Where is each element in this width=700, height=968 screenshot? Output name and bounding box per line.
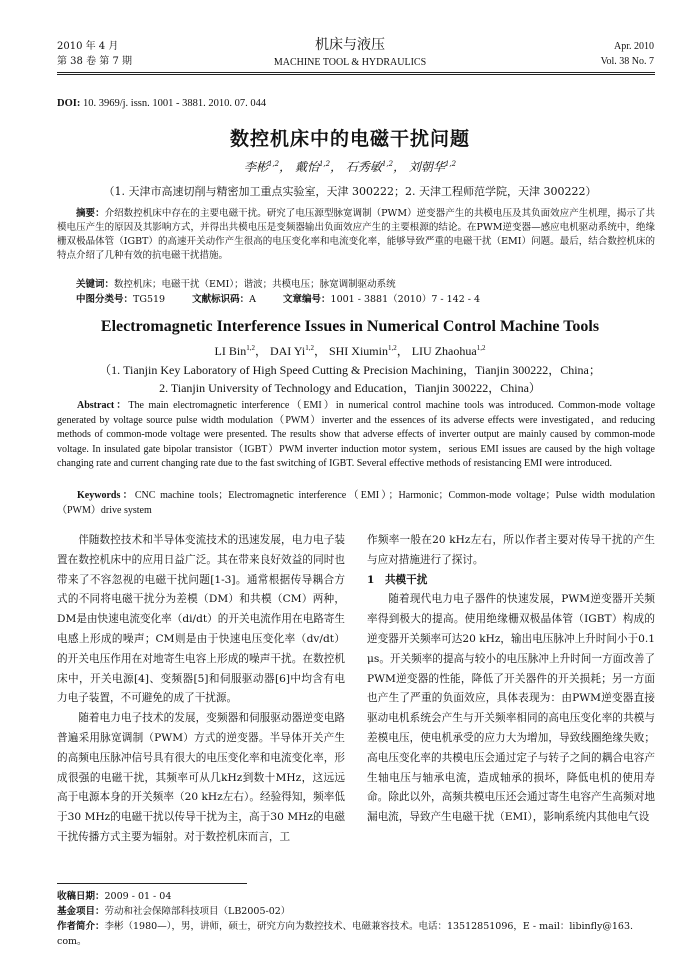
fund-value: 劳动和社会保障部科技项目（LB2005-02） bbox=[104, 906, 291, 917]
fund-line bbox=[57, 904, 655, 919]
abstract-label-cn: 摘要： bbox=[76, 208, 105, 219]
journal-name-en: MACHINE TOOL & HYDRAULICS bbox=[273, 57, 427, 68]
abstract-en bbox=[57, 399, 655, 472]
body-paragraph: 随着电力电子技术的发展，变频器和伺服驱动器逆变电路普遍采用脉宽调制（PWM）方式的逆变器。半导体开关产生的高频电压脉冲信号具有很大的电压变化率和电流变化率，形成很强的电磁干扰，其频率可从几kHz到数十MHz，这远远高于电源本身的开关频率（20 kHz左右）。经验得知，频率低于30 MHz的电磁干扰以传导干扰为主，高于30 MHz的电磁干扰传播方式主要为辐射。对于数控机床而言，工 bbox=[57, 712, 345, 843]
body-left-column bbox=[57, 531, 345, 848]
abstract-cn bbox=[57, 207, 655, 263]
doi-value: 10. 3969/j. issn. 1001 - 3881. 2010. 07. 044 bbox=[80, 98, 267, 109]
abstract-text-cn: 介绍数控机床中存在的主要电磁干扰。研究了电压源型脉宽调制（PWM）逆变器产生的共模电压及其负面效应产生机理，揭示了共模电压产生的原因及其影响方式，并得出共模电压是变频器输出负面效应产生的主要根源的结论。在PWM逆变器—感应电机驱动系统中，绝缘栅双极晶体管（IGBT）的高速开关动作产生很高的电压变化率和电流变化率，能够导致严重的电磁干扰（EMI）问题。最后，结合数控机床的特点介绍了几种有效的抗电磁干扰措施。 bbox=[57, 208, 655, 261]
articleno-label: 文章编号： bbox=[283, 294, 331, 305]
classification-line bbox=[57, 293, 655, 307]
volume-issue-en: Vol. 38 No. 7 bbox=[600, 56, 654, 67]
keywords-label-en: Keywords： bbox=[77, 490, 135, 501]
affiliation-en-1: （1. Tianjin Key Laboratory of High Speed Cutting & Precision Machining，Tianjin 300222，China； bbox=[99, 363, 601, 377]
header-rule-2 bbox=[57, 74, 655, 75]
author-bio bbox=[57, 919, 655, 949]
doccode-label: 文献标识码： bbox=[192, 294, 250, 305]
keywords-text-en: CNC machine tools；Electromagnetic interference（EMI）；Harmonic；Common-mode voltage；Pulse width modulation（PWM）drive system bbox=[57, 490, 655, 516]
abstract-text-en: The main electromagnetic interference（EMI）in numerical control machine tools was introduced. Common-mode voltage generated by voltage source pulse width modulation（PWM）inverter and the essences of its adverse effects were investigated，and reducing methods of common-mode voltage were presented. The results show that adverse effects of inverter output are mainly caused by common-mode voltage. In insulated gate bipolar transistor（IGBT）PWM inverter induction motor system，serious EMI issues are caused by the high voltage changing rate and current changing rate due to the fast switching of IGBT. Several effective methods of resistancing EMI were introduced. bbox=[57, 400, 656, 469]
footnote-rule bbox=[57, 883, 247, 884]
body-right-column bbox=[367, 531, 655, 828]
volume-issue: 第 38 卷 第 7 期 bbox=[57, 56, 132, 67]
doi-line bbox=[57, 98, 266, 109]
issue-date: 2010 年 4 月 bbox=[57, 41, 119, 52]
issue-date-en: Apr. 2010 bbox=[614, 41, 654, 52]
author-bio-text: 李彬（1980—），男，讲师，硕士，研究方向为数控技术、电磁兼容技术。电话：13512851096，E - mail：libinfly@163. com。 bbox=[57, 921, 634, 947]
body-paragraph: 作频率一般在20 kHz左右，所以作者主要对传导干扰的产生与应对措施进行了探讨。 bbox=[367, 534, 655, 566]
class-label: 中图分类号： bbox=[76, 294, 134, 305]
journal-name: 机床与液压 bbox=[315, 37, 385, 53]
fund-label: 基金项目： bbox=[57, 906, 105, 917]
keywords-text-cn: 数控机床；电磁干扰（EMI）；谐波；共模电压；脉宽调制驱动系统 bbox=[114, 279, 396, 290]
affiliation-cn: （1. 天津市高速切削与精密加工重点实验室，天津 300222；2. 天津工程师范学院，天津 300222） bbox=[103, 185, 597, 198]
header-rule bbox=[57, 72, 655, 73]
articleno-value: 1001 - 3881（2010）7 - 142 - 4 bbox=[330, 294, 481, 305]
paper-title-cn: 数控机床中的电磁干扰问题 bbox=[229, 128, 470, 150]
doi-label: DOI: bbox=[57, 98, 81, 109]
section-heading: 1 共模干扰 bbox=[367, 573, 428, 586]
body-paragraph: 随着现代电力电子器件的快速发展，PWM逆变器开关频率得到极大的提高。使用绝缘栅双极晶体管（IGBT）构成的逆变器开关频率可达20 kHz，输出电压脉冲上升时间小于0.1 μs。开关频率的提高与较小的电压脉冲上升时间一方面改善了PWM逆变器的性能，降低了开关器件的开关损耗；另一方面也产生了严重的负面效应，具体表现为：由PWM逆变器直接驱动电机系统会产生与开关频率相同的高电压变化率的共模与差模电压，使电机承受的应力大为增加，导致线圈绝缘失败；高电压变化率的共模电压会通过定子与转子之间的耦合电容产生轴电压与轴承电流，造成轴承的损坏，降低电机的使用寿命。除此以外，高频共模电压还会通过寄生电容产生高频对地漏电流，导致产生电磁干扰（EMI），影响系统内其他电气设 bbox=[367, 593, 655, 824]
received-label: 收稿日期： bbox=[57, 891, 105, 902]
received-value: 2009 - 01 - 04 bbox=[104, 891, 172, 902]
abstract-label-en: Abstract： bbox=[77, 400, 129, 411]
class-value: TG519 bbox=[133, 294, 166, 305]
keywords-cn bbox=[57, 278, 655, 292]
doccode-value: A bbox=[249, 294, 256, 305]
authors-en: LI Bin$^{1,2}$， DAI Yi$^{1,2}$， SHI Xiumin$^{1,2}$， LIU Zhaohua$^{1,2}$ bbox=[214, 344, 486, 358]
paper-title-en: Electromagnetic Interference Issues in Numerical Control Machine Tools bbox=[100, 318, 600, 335]
keywords-label-cn: 关键词： bbox=[76, 279, 115, 290]
body-paragraph: 伴随数控技术和半导体变流技术的迅速发展，电力电子装置在数控机床中的应用日益广泛。其在带来良好效益的同时也带来了不容忽视的电磁干扰问题[1-3]。通常根据传导耦合方式的不同将电磁干扰分为差模（DM）和共模（CM）两种，DM是由快速电流变化率（di/dt）的开关电流作用在电路寄生电感上形成的噪声；CM则是由于快速电压变化率（dv/dt）的开关电压作用在对地寄生电容上形成的噪声干扰。在数控机床中，开关电源[4]、变频器[5]和伺服驱动器[6]中均含有电力电子装置，不可避免的成了干扰源。 bbox=[57, 534, 345, 705]
author-bio-label: 作者简介： bbox=[57, 921, 105, 932]
keywords-en bbox=[57, 489, 655, 518]
authors-cn: 李彬$^{1,2}$， 戴怡$^{1,2}$， 石秀敏$^{1,2}$， 刘朝华$^{1,2}$ bbox=[243, 160, 457, 174]
affiliation-en-2: 2. Tianjin University of Technology and Education，Tianjin 300222，China） bbox=[159, 381, 541, 395]
received-date bbox=[57, 889, 655, 904]
